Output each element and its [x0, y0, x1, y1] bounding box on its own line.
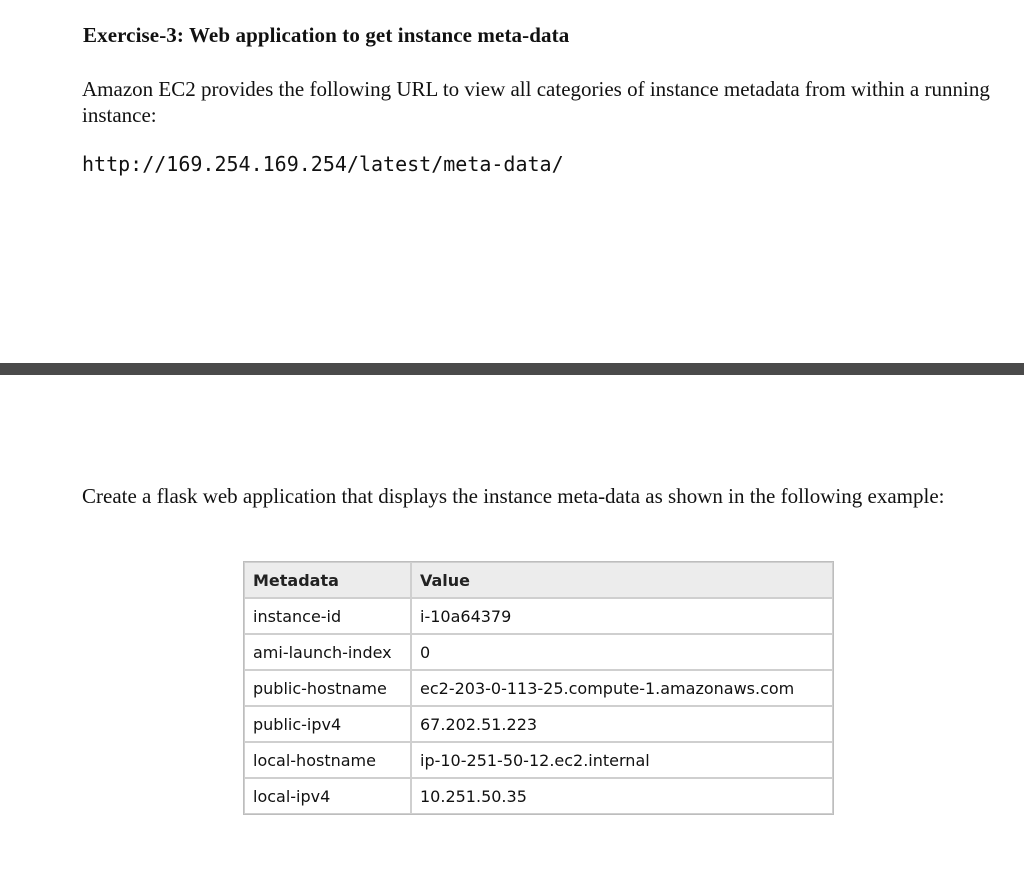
table-row — [244, 670, 833, 706]
table-row — [244, 634, 833, 670]
metadata-key: local-ipv4 — [244, 778, 411, 814]
table-header-row — [244, 562, 833, 598]
task-paragraph: Create a flask web application that displays the instance meta-data as shown in the following example: — [82, 484, 945, 508]
metadata-value: 10.251.50.35 — [411, 778, 833, 814]
metadata-key: instance-id — [244, 598, 411, 634]
metadata-value: 67.202.51.223 — [411, 706, 833, 742]
exercise-heading: Exercise-3: Web application to get instance meta-data — [83, 23, 570, 47]
metadata-key: ami-launch-index — [244, 634, 411, 670]
metadata-value: ip-10-251-50-12.ec2.internal — [411, 742, 833, 778]
metadata-table — [243, 561, 834, 815]
column-header-value: Value — [411, 562, 833, 598]
metadata-value: ec2-203-0-113-25.compute-1.amazonaws.com — [411, 670, 833, 706]
metadata-value: 0 — [411, 634, 833, 670]
metadata-value: i-10a64379 — [411, 598, 833, 634]
table-row — [244, 706, 833, 742]
table-row — [244, 598, 833, 634]
metadata-key: local-hostname — [244, 742, 411, 778]
metadata-key: public-hostname — [244, 670, 411, 706]
section-divider — [0, 363, 1024, 375]
column-header-metadata: Metadata — [244, 562, 411, 598]
table-row — [244, 742, 833, 778]
metadata-key: public-ipv4 — [244, 706, 411, 742]
intro-paragraph: Amazon EC2 provides the following URL to view all categories of instance metadata from within a running instance: — [82, 77, 990, 127]
table-row — [244, 778, 833, 814]
metadata-url: http://169.254.169.254/latest/meta-data/ — [82, 152, 564, 176]
